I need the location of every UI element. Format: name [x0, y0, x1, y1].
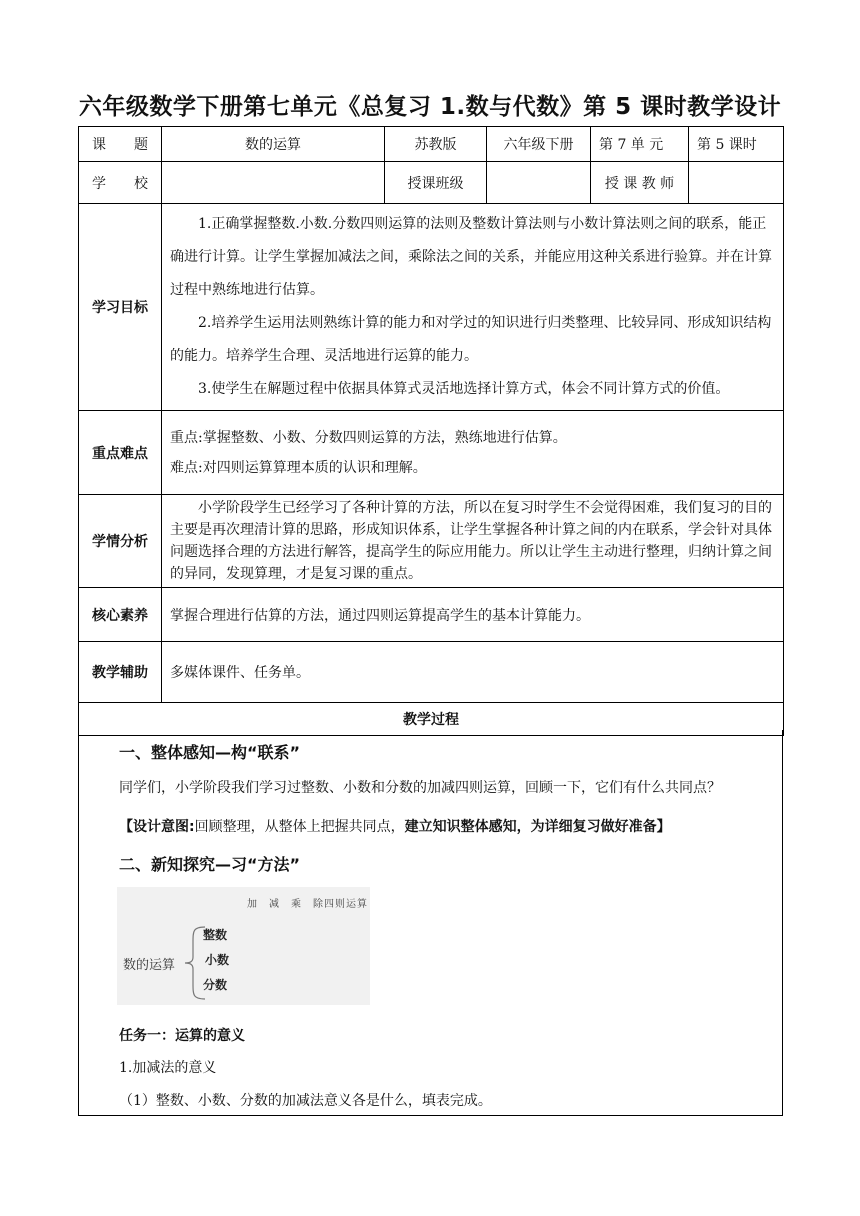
- goal-item: 2.培养学生运用法则熟练计算的能力和对学过的知识进行归类整理、比较异同、形成知识结构的能力。培养学生合理、灵活地进行运算的能力。: [170, 315, 772, 364]
- topic-value: 数的运算: [162, 127, 385, 162]
- school-label: 学 校: [79, 162, 162, 204]
- publisher-cell: 苏教版: [385, 127, 487, 162]
- design-mid: 回顾整理，从整体上把握共同点，: [194, 819, 405, 835]
- key-points-content: [162, 411, 784, 495]
- teacher-value: [689, 162, 784, 204]
- design-prefix: 【设计意图:: [119, 819, 195, 835]
- analysis-text: 小学阶段学生已经学习了各种计算的方法，所以在复习时学生不会觉得困难，我们复习的目的主要是再次理清计算的思路，形成知识体系，让学生掌握各种计算之间的内在联系，学会针对具体问题选择合理的方法进行解答，提高学生的际应用能力。所以让学生主动进行整理，归纳计算之间的异同，发现算理，才是复习课的重点。: [170, 500, 772, 582]
- lesson-info-table: [78, 126, 784, 736]
- aids-text: 多媒体课件、任务单。: [162, 642, 784, 703]
- task1-title: 任务一：运算的意义: [119, 1028, 245, 1044]
- diagram-leaf-decimal: 小数: [205, 953, 230, 967]
- page-title: 六年级数学下册第七单元《总复习 1.数与代数》第 5 课时教学设计: [78, 94, 782, 120]
- diagram-root-label: 数的运算: [123, 958, 176, 973]
- class-value: [487, 162, 591, 204]
- operations-diagram: [117, 887, 370, 1005]
- row-analysis: [79, 495, 784, 588]
- diagram-leaf-fraction: 分数: [203, 978, 228, 992]
- school-value: [162, 162, 385, 204]
- grade-cell: 六年级下册: [487, 127, 591, 162]
- row-topic: [79, 127, 784, 162]
- teaching-process-section: [78, 730, 783, 1116]
- teacher-label: 授 课 教 师: [591, 162, 689, 204]
- analysis-content: [162, 495, 784, 588]
- row-goals: [79, 204, 784, 411]
- literacy-text: 掌握合理进行估算的方法，通过四则运算提高学生的基本计算能力。: [162, 588, 784, 642]
- row-key-points: [79, 411, 784, 495]
- item1-sub-text: （1）整数、小数、分数的加减法意义各是什么，填表完成。: [119, 1093, 492, 1109]
- row-school: [79, 162, 784, 204]
- aids-label: 教学辅助: [79, 642, 162, 703]
- diagram-top-label: 加 减 乘 除四则运算: [247, 899, 368, 910]
- key-points-label: 重点难点: [79, 411, 162, 495]
- section1-text: 同学们，小学阶段我们学习过整数、小数和分数的加减四则运算，回顾一下，它们有什么共同点？: [119, 780, 721, 796]
- lesson-cell: 第 5 课时: [689, 127, 784, 162]
- row-literacy: [79, 588, 784, 642]
- goals-content: [162, 204, 784, 411]
- topic-label: 课 题: [79, 127, 162, 162]
- literacy-label: 核心素养: [79, 588, 162, 642]
- class-label: 授课班级: [385, 162, 487, 204]
- item1-text: 1.加减法的意义: [119, 1060, 217, 1076]
- section1-title: 一、整体感知—构“联系”: [119, 743, 301, 762]
- row-aids: [79, 642, 784, 703]
- design-suffix: 建立知识整体感知，为详细复习做好准备】: [404, 819, 671, 835]
- analysis-label: 学情分析: [79, 495, 162, 588]
- diagram-leaf-integer: 整数: [203, 928, 228, 942]
- goal-item: 1.正确掌握整数.小数.分数四则运算的法则及整数计算法则与小数计算法则之间的联系，能正确进行计算。让学生掌握加减法之间，乘除法之间的关系，并能应用这种关系进行验算。并在计算过程中熟练地进行估算。: [170, 216, 772, 298]
- goal-item: 3.使学生在解题过程中依据具体算式灵活地选择计算方式，体会不同计算方式的价值。: [198, 381, 730, 397]
- section2-title: 二、新知探究—习“方法”: [119, 855, 301, 874]
- process-label: 教学过程: [79, 703, 784, 736]
- focus-text: 重点:掌握整数、小数、分数四则运算的方法，熟练地进行估算。: [170, 429, 567, 446]
- design-intent-note: [119, 816, 671, 836]
- difficulty-text: 难点:对四则运算算理本质的认识和理解。: [170, 459, 427, 476]
- unit-cell: 第 7 单 元: [591, 127, 689, 162]
- goals-label: 学习目标: [79, 204, 162, 411]
